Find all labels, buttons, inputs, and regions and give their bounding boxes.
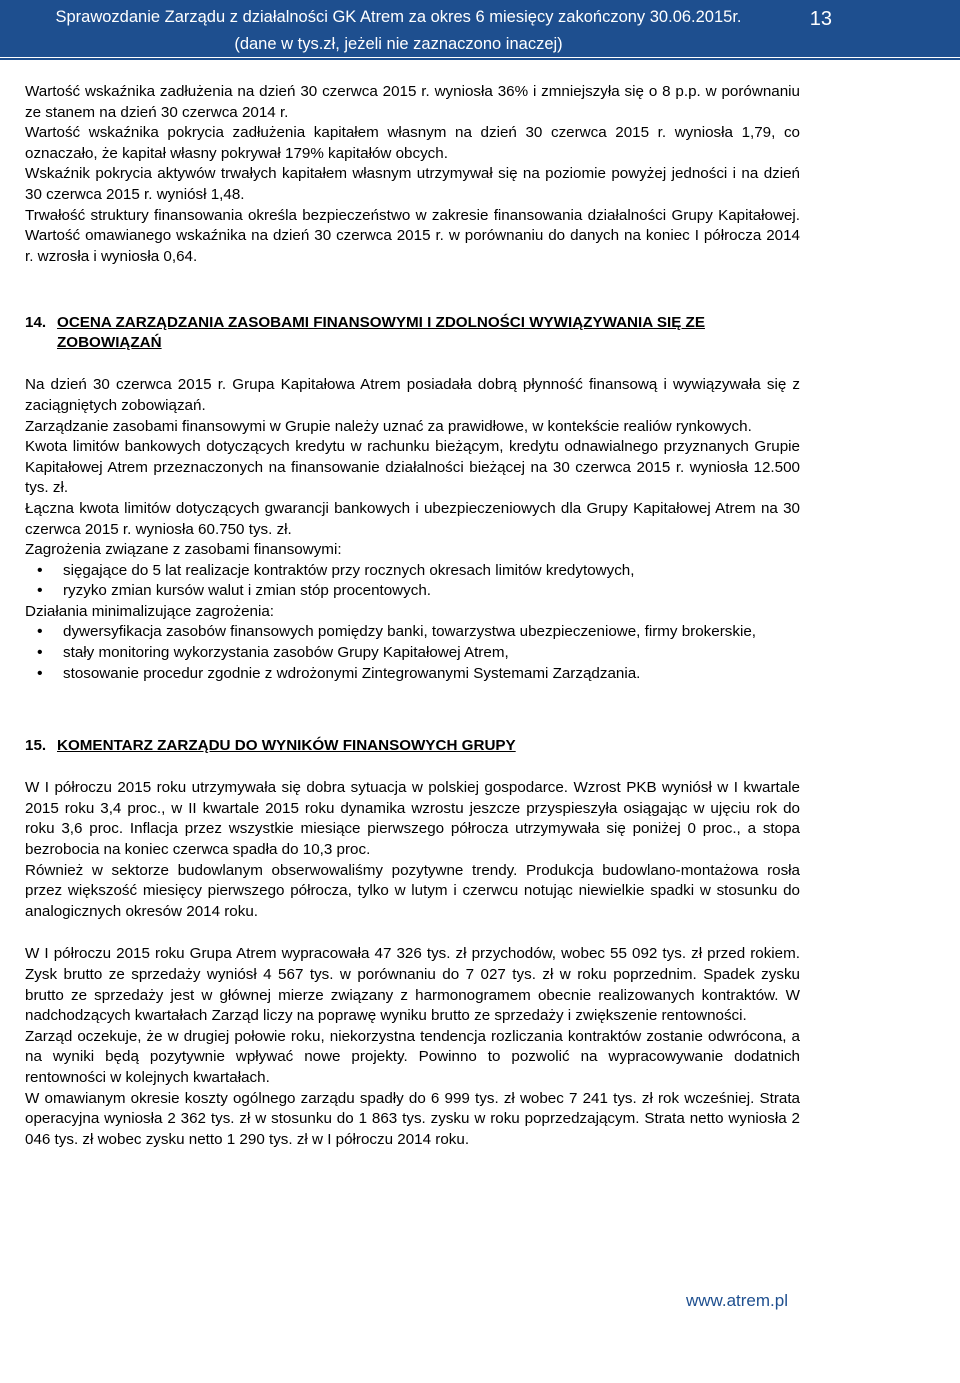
footer-website-link[interactable]: www.atrem.pl xyxy=(685,1291,788,1310)
paragraph: W I półroczu 2015 roku Grupa Atrem wypracowała 47 326 tys. zł przychodów, wobec 55 092 tys. zł przed rokiem. Zysk brutto ze sprzedaży wyniósł 4 567 tys. w porównaniu do 7 027 tys. zł w roku poprzednim. Spadek zysku brutto ze sprzedaży jest w głównej mierze związany z harmonogramem obecnie realizowanych kontraktów. W nadchodzących kwartałach Zarząd liczy na poprawę wyniku brutto ze sprzedaży i zwiększenie rentowności. xyxy=(25,945,800,1025)
header-rule xyxy=(0,58,960,60)
paragraph: Kwota limitów bankowych dotyczących kredytu w rachunku bieżącym, kredytu odnawialnego przyznanych Grupie Kapitałowej Atrem przeznaczonych na finansowanie działalności bieżącej na 30 czerwca 2015 r. wyniosła 12.500 tys. zł. xyxy=(25,438,800,497)
list-item: • ryzyko zmian kursów walut i zmian stóp procentowych. xyxy=(25,581,800,602)
actions-list xyxy=(25,622,800,684)
list-item: • stały monitoring wykorzystania zasobów Grupy Kapitałowej Atrem, xyxy=(25,643,800,664)
paragraph: Wartość wskaźnika pokrycia zadłużenia kapitałem własnym na dzień 30 czerwca 2015 r. wyniosła 1,79, co oznaczało, że kapitał własny pokrywał 179% kapitałów obcych. xyxy=(25,124,800,162)
report-title: Sprawozdanie Zarządu z działalności GK Atrem za okres 6 miesięcy zakończony 30.06.2015r. xyxy=(55,8,742,26)
list-item: • sięgające do 5 lat realizacje kontraktów przy rocznych okresach limitów kredytowych, xyxy=(25,561,800,582)
document-body xyxy=(25,82,800,1150)
page-number-box xyxy=(797,0,960,57)
list-item: • dywersyfikacja zasobów finansowych pomiędzy banki, towarzystwa ubezpieczeniowe, firmy brokerskie, xyxy=(25,622,800,643)
section-15-heading xyxy=(25,736,800,756)
paragraph: Zagrożenia związane z zasobami finansowymi: xyxy=(25,541,342,559)
section-number: 14. xyxy=(25,314,47,332)
section-title: OCENA ZARZĄDZANIA ZASOBAMI FINANSOWYMI I ZDOLNOŚCI WYWIĄZYWANIA SIĘ ZE ZOBOWIĄZAŃ xyxy=(57,314,705,352)
paragraph: Zarządzanie zasobami finansowymi w Grupie należy uznać za prawidłowe, w kontekście realiów rynkowych. xyxy=(25,417,752,435)
section-14-heading xyxy=(25,313,800,353)
paragraph: Zarząd oczekuje, że w drugiej połowie roku, niekorzystna tendencja rozliczania kontraktów zostanie odwrócona, a na wyniki będą pozytywnie wpływać nowe projekty. Powinno to pozwolić na wypracowywanie dodatnich rentowności w kolejnych kwartałach. xyxy=(25,1027,800,1086)
paragraph: W omawianym okresie koszty ogólnego zarządu spadły do 6 999 tys. zł wobec 7 241 tys. zł rok wcześniej. Strata operacyjna wyniosła 2 362 tys. zł w stosunku do 1 863 tys. zysku w roku poprzedzającym. Strata netto wyniosła 2 046 tys. zł wobec zysku netto 1 290 tys. zł w I półroczu 2014 roku. xyxy=(25,1089,800,1148)
page-number: 13 xyxy=(809,8,832,30)
section-title: KOMENTARZ ZARZĄDU DO WYNIKÓW FINANSOWYCH GRUPY xyxy=(57,737,516,755)
report-subtitle: (dane w tys.zł, jeżeli nie zaznaczono inaczej) xyxy=(234,35,563,53)
paragraph: Trwałość struktury finansowania określa bezpieczeństwo w zakresie finansowania działalności Grupy Kapitałowej. Wartość omawianego wskaźnika na dzień 30 czerwca 2015 r. w porównaniu do danych na koniec I półrocza 2014 r. wzrosła i wyniosła 0,64. xyxy=(25,206,800,265)
paragraph: Łączna kwota limitów dotyczących gwarancji bankowych i ubezpieczeniowych dla Grupy Kapitałowej Atrem na 30 czerwca 2015 r. wyniosła 60.750 tys. zł. xyxy=(25,499,800,538)
list-item: • stosowanie procedur zgodnie z wdrożonymi Zintegrowanymi Systemami Zarządzania. xyxy=(25,664,800,685)
page-header xyxy=(0,0,960,60)
paragraph: Działania minimalizujące zagrożenia: xyxy=(25,602,275,620)
paragraph: Wskaźnik pokrycia aktywów trwałych kapitałem własnym utrzymywał się na poziomie powyżej jedności i na dzień 30 czerwca 2015 r. wyniósł 1,48. xyxy=(25,165,800,203)
paragraph: W I półroczu 2015 roku utrzymywała się dobra sytuacja w polskiej gospodarce. Wzrost PKB wyniósł w I kwartale 2015 roku 3,4 proc., w II kwartale 2015 roku dynamika wzrostu jeszcze przyspieszyła osiągając w ujęciu rok do roku 3,6 proc. Inflacja przez wszystkie miesiące pierwszego półrocza utrzymywała się poniżej 0 proc., a stopa bezrobocia na koniec czerwca spadła do 10,3 proc. xyxy=(25,779,800,859)
paragraph: Na dzień 30 czerwca 2015 r. Grupa Kapitałowa Atrem posiadała dobrą płynność finansową i wywiązywała się z zaciągniętych zobowiązań. xyxy=(25,376,800,414)
risks-list xyxy=(25,561,800,602)
paragraph: Wartość wskaźnika zadłużenia na dzień 30 czerwca 2015 r. wyniosła 36% i zmniejszyła się o 8 p.p. w porównaniu ze stanem na dzień 30 czerwca 2014 r. xyxy=(25,83,800,121)
section-number: 15. xyxy=(25,737,47,755)
paragraph: Również w sektorze budowlanym obserwowaliśmy pozytywne trendy. Produkcja budowlano-montażowa rosła przez większość miesięcy pierwszego półrocza, tylko w lutym i czerwcu notując niewielkie spadki w stosunku do analogicznych okresów 2014 roku. xyxy=(25,861,800,920)
